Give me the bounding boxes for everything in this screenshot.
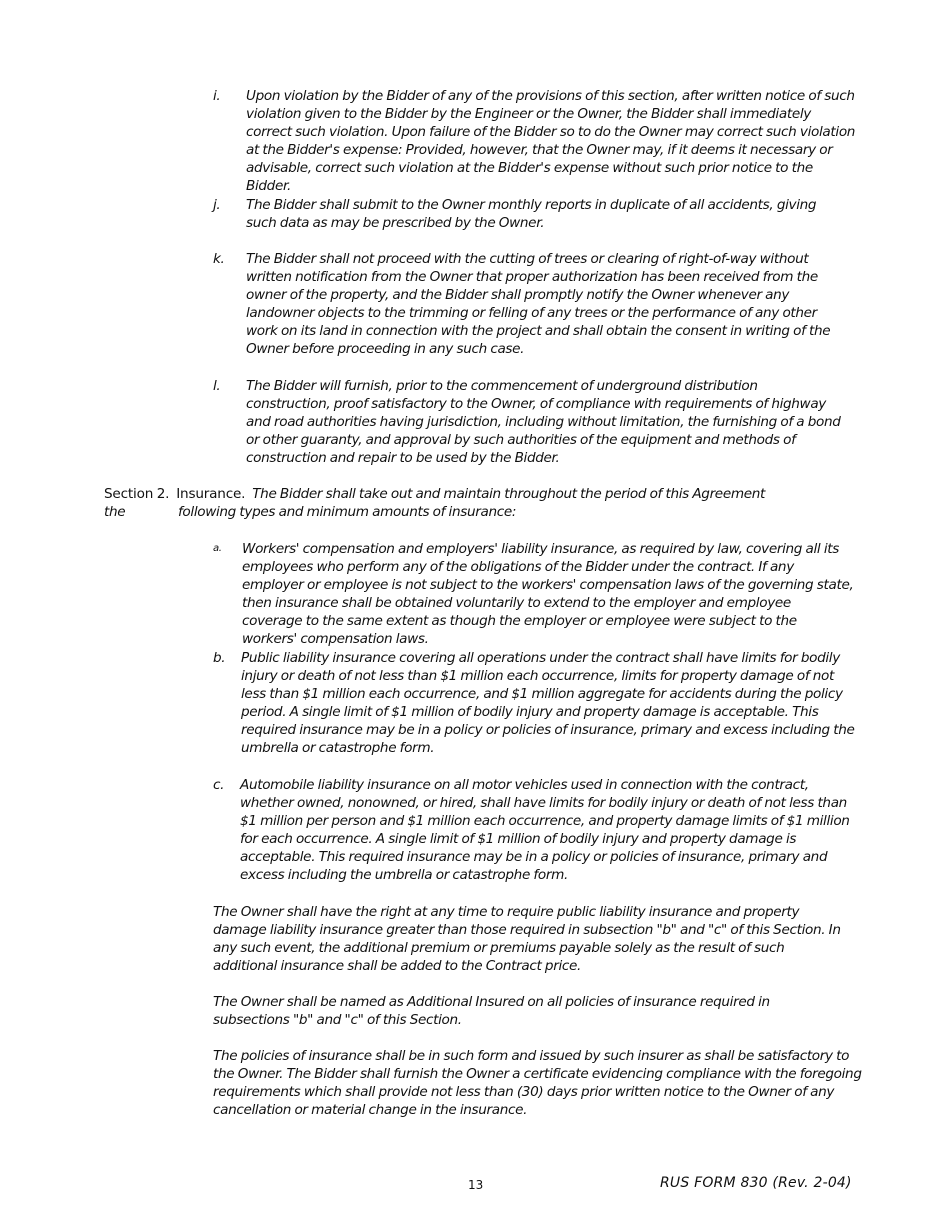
section-title: Insurance. — [176, 486, 246, 502]
list-item-k — [213, 250, 863, 360]
section-number: Section 2. — [104, 486, 170, 502]
list-marker: c. — [213, 777, 225, 793]
list-item-text: Upon violation by the Bidder of any of the provisions of this section, after written notice of such violation given to the Bidder by the Engineer or the Owner, the Bidder shall immediately correct such violation. Upon failure of the Bidder so to do the Owner may correct such violation at the Bidder's expense: Provided, however, that the Owner may, if it deems it necessary or advisable, correct such violation at the Bidder's expense without such prior notice to the Bidder. — [246, 88, 856, 194]
form-identifier: RUS FORM 830 (Rev. 2-04) — [660, 1175, 852, 1191]
list-item-text: The Bidder shall not proceed with the cutting of trees or clearing of right-of-way without written notification from the Owner that proper authorization has been received from the owner of the property, and the Bidder shall promptly notify the Owner whenever any landowner objects to the trimming or felling of any trees or the performance of any other work on its land in connection with the project and shall obtain the consent in writing of the Owner before proceeding in any such case. — [246, 251, 831, 357]
paragraph-additional-insurance: The Owner shall have the right at any time to require public liability insurance and property damage liability insurance greater than those required in subsection "b" and "c" of this Section. In any such event, the additional premium or premiums payable solely as the result of such additional insurance shall be added to the Contract price. — [213, 904, 841, 974]
list-item-text: Workers' compensation and employers' liability insurance, as required by law, covering all its employees who perform any of the obligations of the Bidder under the contract. If any employer or employee is not subject to the workers' compensation laws of the governing state, then insurance shall be obtained voluntarily to extend to the employer and employee coverage to the same extent as though the employer or employee were subject to the workers' compensation laws. — [242, 541, 854, 647]
section-intro-lead: The Bidder shall take out and maintain throughout the period of this Agreement the — [104, 486, 765, 520]
list-item-text: Public liability insurance covering all operations under the contract shall have limits for bodily injury or death of not less than $1 million each occurrence, limits for property damage of not less than $1 million each occurrence, and $1 million aggregate for accidents during the policy period. A single limit of $1 million of bodily injury and property damage is acceptable. This required insurance may be in a policy or policies of insurance, primary and excess including the umbrella or catastrophe form. — [241, 650, 855, 756]
list-item-j — [213, 196, 863, 236]
section-intro: following types and minimum amounts of insurance: — [178, 504, 517, 520]
list-marker: i. — [213, 88, 221, 104]
list-marker: k. — [213, 251, 225, 267]
list-item-l — [213, 377, 863, 469]
list-item-c — [213, 776, 863, 886]
list-item-a — [213, 540, 863, 647]
list-item-i — [213, 87, 863, 194]
list-item-text: The Bidder shall submit to the Owner monthly reports in duplicate of all accidents, giving such data as may be prescribed by the Owner. — [246, 197, 817, 231]
paragraph-additional-insured: The Owner shall be named as Additional Insured on all policies of insurance required in subsections "b" and "c" of this Section. — [213, 994, 770, 1028]
list-marker: a. — [213, 543, 222, 554]
list-item-text: Automobile liability insurance on all motor vehicles used in connection with the contract, whether owned, nonowned, or hired, shall have limits for bodily injury or death of not less than $1 million per person and $1 million each occurrence, and property damage limits of $1 million for each occurrence. A single limit of $1 million of bodily injury and property damage is acceptable. This required insurance may be in a policy or policies of insurance, primary and excess including the umbrella or catastrophe form. — [240, 777, 850, 883]
list-item-b — [213, 649, 863, 759]
list-marker: l. — [213, 378, 221, 394]
list-marker: j. — [213, 197, 221, 213]
page-number: 13 — [468, 1178, 484, 1192]
list-item-text: The Bidder will furnish, prior to the commencement of underground distribution construction, proof satisfactory to the Owner, of compliance with requirements of highway and road authorities having jurisdiction, including without limitation, the furnishing of a bond or other guaranty, and approval by such authorities of the equipment and methods of construction and repair to be used by the Bidder. — [246, 378, 841, 466]
list-marker: b. — [213, 650, 226, 666]
paragraph-policy-form: The policies of insurance shall be in such form and issued by such insurer as shall be satisfactory to the Owner. The Bidder shall furnish the Owner a certificate evidencing compliance with the foregoing requirements which shall provide not less than (30) days prior written notice to the Owner of any cancellation or material change in the insurance. — [213, 1048, 862, 1118]
